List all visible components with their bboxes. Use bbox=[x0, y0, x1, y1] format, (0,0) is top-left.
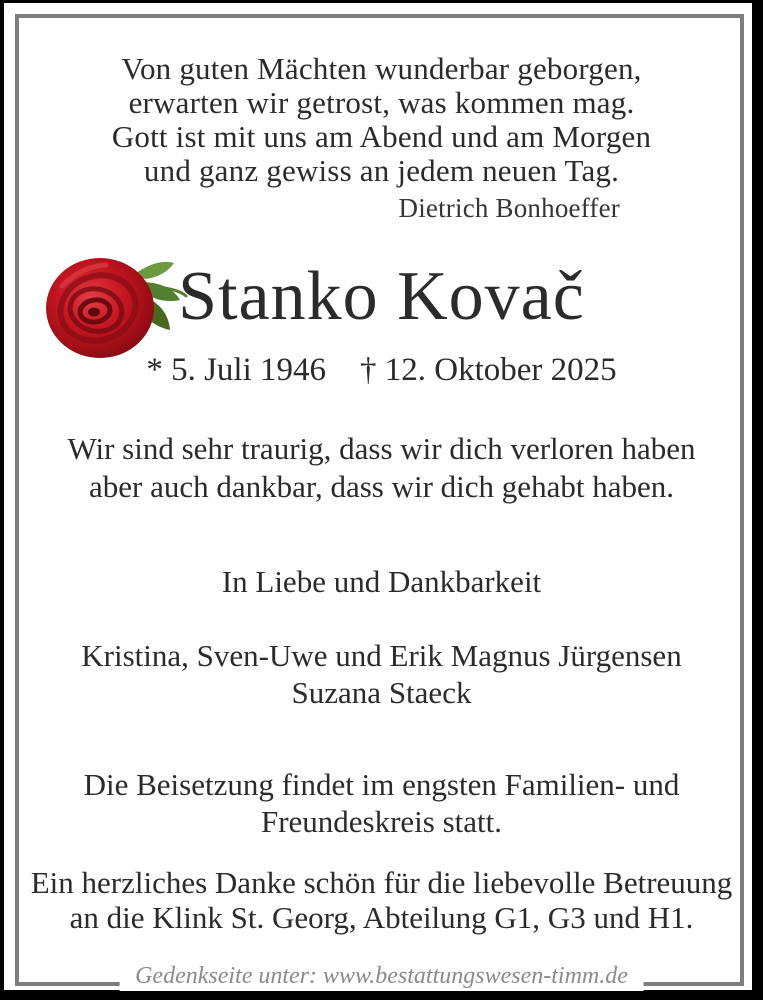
thanks-line: an die Klink St. Georg, Abteilung G1, G3 und H1. bbox=[69, 900, 694, 935]
death-date: † 12. Oktober 2025 bbox=[360, 352, 617, 388]
poem-line: und ganz gewiss an jedem neuen Tag. bbox=[143, 153, 620, 188]
condolence-line: aber auch dankbar, dass wir dich gehabt haben. bbox=[89, 469, 674, 504]
birth-date: * 5. Juli 1946 bbox=[146, 352, 327, 388]
mourners-line: Kristina, Sven-Uwe und Erik Magnus Jürgensen bbox=[81, 638, 682, 673]
funeral-notice-block bbox=[0, 766, 763, 840]
poem-line: Von guten Mächten wunderbar geborgen, bbox=[121, 51, 642, 86]
condolence-line: Wir sind sehr traurig, dass wir dich verloren haben bbox=[67, 431, 696, 466]
mourners-line: Suzana Staeck bbox=[291, 675, 472, 710]
poem-line: Gott ist mit uns am Abend und am Morgen bbox=[111, 119, 652, 154]
deceased-name: Stanko Kovač bbox=[178, 258, 585, 335]
poem-block bbox=[0, 52, 763, 225]
memorial-site-footer: Gedenkseite unter: www.bestattungswesen-timm.de bbox=[119, 961, 644, 991]
closing-line: In Liebe und Dankbarkeit bbox=[221, 564, 542, 599]
poem-attribution: Dietrich Bonhoeffer bbox=[398, 193, 620, 223]
condolence-block bbox=[0, 430, 763, 506]
thanks-block bbox=[0, 865, 763, 935]
poem-line: erwarten wir getrost, was kommen mag. bbox=[128, 85, 635, 120]
mourners-block bbox=[0, 637, 763, 711]
thanks-line: Ein herzliches Danke schön für die liebevolle Betreuung bbox=[30, 865, 733, 900]
life-dates bbox=[0, 352, 763, 388]
funeral-line: Die Beisetzung findet im engsten Familien- und bbox=[83, 767, 680, 802]
funeral-line: Freundeskreis statt. bbox=[260, 804, 503, 839]
